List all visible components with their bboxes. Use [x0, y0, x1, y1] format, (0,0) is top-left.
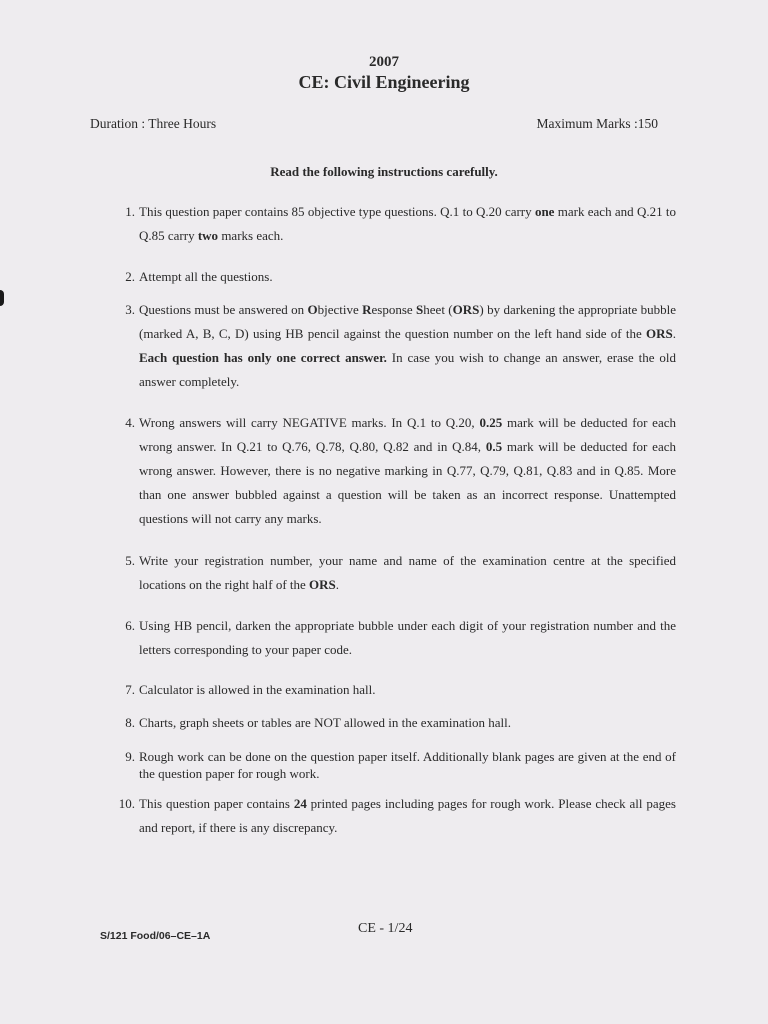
- bold-text-segment: S: [416, 302, 424, 317]
- instruction-number: 10.: [118, 796, 135, 811]
- text-segment: Using HB pencil, darken the appropriate bubble under each digit of your registration number and the letters corresponding to your paper code.: [139, 618, 676, 657]
- bold-text-segment: ORS: [646, 326, 673, 341]
- instruction-text: [135, 614, 676, 662]
- instruction-number: 5.: [125, 553, 135, 568]
- text-segment: This question paper contains 85 objective type questions. Q.1 to Q.20 carry: [139, 204, 535, 219]
- instruction-item-4: [104, 411, 676, 531]
- instruction-item-10: [104, 792, 676, 840]
- text-segment: heet (: [423, 302, 453, 317]
- text-segment: bjective: [317, 302, 363, 317]
- paper-title: CE: Civil Engineering: [298, 72, 470, 92]
- instruction-text: [135, 678, 676, 702]
- duration-text: Duration : Three Hours: [90, 116, 217, 131]
- text-segment: In case you wish to change an answer, erase the old answer completely.: [139, 350, 676, 389]
- instruction-number: 8.: [125, 715, 135, 730]
- max-marks-text: Maximum Marks :150: [536, 116, 658, 131]
- text-segment: Rough work can be done on the question paper itself. Additionally blank pages are given at the end of the question paper for rough work.: [139, 749, 676, 781]
- instruction-text: [135, 711, 676, 735]
- text-segment: This question paper contains: [139, 796, 294, 811]
- bold-text-segment: ORS: [452, 302, 480, 317]
- text-segment: Questions must be answered on: [139, 302, 308, 317]
- instruction-item-3: [104, 298, 676, 394]
- instruction-number: 9.: [125, 749, 135, 764]
- text-segment: Charts, graph sheets or tables are NOT allowed in the examination hall.: [139, 715, 511, 730]
- page-number: CE - 1/24: [358, 921, 413, 936]
- text-segment: marks each.: [218, 228, 284, 243]
- instruction-number: 1.: [125, 204, 135, 219]
- text-segment: Attempt all the questions.: [139, 269, 273, 284]
- instruction-text: [135, 298, 676, 394]
- instruction-number: 7.: [125, 682, 135, 697]
- instruction-text: [135, 792, 676, 840]
- text-segment: .: [335, 577, 340, 592]
- text-segment: mark each and Q.21 to Q.85 carry: [139, 204, 676, 243]
- instruction-text: [135, 748, 676, 782]
- bold-text-segment: ORS: [309, 577, 336, 592]
- text-segment: Calculator is allowed in the examination hall.: [139, 682, 376, 697]
- instruction-item-6: [104, 614, 676, 662]
- text-segment: printed pages including pages for rough work. Please check all pages and report, if there is any discrepancy.: [139, 796, 676, 835]
- instruction-number: 4.: [125, 415, 135, 430]
- instruction-number: 3.: [125, 302, 135, 317]
- text-segment: ) by darkening the appropriate bubble (marked A, B, C, D) using HB pencil against the question number on the left hand side of the: [139, 302, 676, 341]
- bold-text-segment: Each question has only one correct answer.: [139, 350, 387, 365]
- bold-text-segment: 24: [293, 796, 307, 811]
- instruction-text: [135, 411, 676, 531]
- exam-year: 2007: [369, 54, 399, 70]
- instruction-number: 6.: [125, 618, 135, 633]
- bold-text-segment: 0.25: [479, 415, 503, 430]
- instruction-text: [135, 200, 676, 248]
- text-segment: esponse: [371, 302, 417, 317]
- instruction-item-7: [104, 678, 676, 702]
- instruction-number: 2.: [125, 269, 135, 284]
- instructions-heading: Read the following instructions carefully.: [270, 164, 498, 179]
- text-segment: mark will be deducted for each wrong answer. In Q.21 to Q.76, Q.78, Q.80, Q.82 and in Q.84,: [139, 415, 676, 454]
- binding-mark: [0, 290, 4, 306]
- text-segment: Wrong answers will carry NEGATIVE marks. In Q.1 to Q.20,: [139, 415, 480, 430]
- bold-text-segment: O: [307, 302, 318, 317]
- instruction-item-9: [104, 748, 676, 782]
- paper-code: S/121 Food/06–CE–1A: [100, 930, 211, 942]
- instruction-item-8: [104, 711, 676, 735]
- bold-text-segment: two: [197, 228, 219, 243]
- instruction-item-1: [104, 200, 676, 248]
- instruction-item-5: [104, 549, 676, 597]
- bold-text-segment: one: [534, 204, 555, 219]
- instruction-item-2: [104, 265, 676, 289]
- instruction-text: [135, 265, 676, 289]
- text-segment: .: [672, 326, 676, 341]
- instruction-text: [135, 549, 676, 597]
- bold-text-segment: 0.5: [485, 439, 503, 454]
- text-segment: mark will be deducted for each wrong answer. However, there is no negative marking in Q.77, Q.79, Q.81, Q.83 and in Q.85. More than one answer bubbled against a question will be taken as an incorrect response. Unattempted questions will not carry any marks.: [139, 439, 676, 526]
- bold-text-segment: R: [362, 302, 372, 317]
- text-segment: Write your registration number, your name and name of the examination centre at the specified locations on the right half of the: [139, 553, 676, 592]
